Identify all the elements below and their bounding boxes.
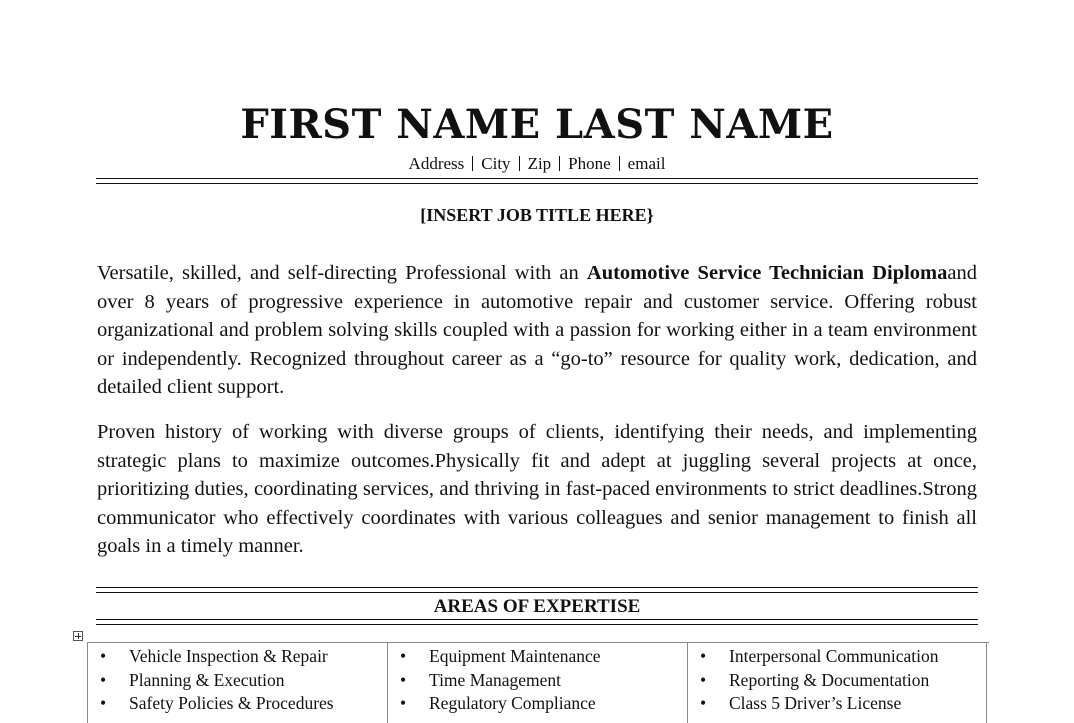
bullet-icon: • [700, 669, 707, 690]
section-divider-bottom [96, 619, 978, 625]
bullet-icon: • [700, 693, 707, 714]
bullet-icon: • [400, 646, 407, 666]
expertise-item [388, 669, 687, 693]
expertise-column [387, 643, 687, 723]
summary-emphasis: Automotive Service Technician Diploma [586, 262, 948, 284]
expertise-item-label: Class 5 Driver’s License [729, 693, 902, 714]
bullet-icon: • [400, 669, 407, 690]
expertise-item-label: Interpersonal Communication [729, 646, 939, 666]
expertise-item-label: Safety Policies & Procedures [129, 693, 334, 714]
contact-address: Address [408, 154, 465, 173]
summary-paragraph-1 [97, 259, 977, 402]
expertise-item-label: Regulatory Compliance [429, 693, 596, 714]
expertise-item [88, 645, 387, 669]
summary-text: Versatile, skilled, and self-directing Professional with an [97, 262, 587, 284]
expertise-item-label: Equipment Maintenance [429, 646, 601, 666]
expertise-column [687, 643, 987, 723]
header-divider [96, 178, 978, 184]
contact-email: email [627, 154, 666, 173]
contact-separator [559, 156, 560, 171]
contact-line [0, 153, 1074, 175]
expertise-column [87, 643, 387, 723]
expertise-item [688, 645, 986, 669]
contact-phone: Phone [568, 154, 611, 173]
bullet-icon: • [100, 646, 107, 666]
summary-paragraph-2: Proven history of working with diverse groups of clients, identifying their needs, and implementing strategic plans to maximize outcomes.Physically fit and adept at juggling several projects at once, prioritizing duties, coordinating services, and thriving in fast-paced environments to strict deadlines.Strong communicator who effectively coordinates with various colleagues and senior management to finish all goals in a timely manner. [97, 421, 977, 558]
contact-city: City [481, 154, 511, 173]
contact-separator [519, 156, 520, 171]
bullet-icon: • [700, 646, 707, 666]
bullet-icon: • [400, 693, 407, 714]
expertise-table [87, 642, 989, 723]
expertise-item-label: Planning & Execution [129, 669, 285, 690]
table-move-handle-icon[interactable] [73, 631, 83, 641]
summary-text: and over 8 years of progressive experience in automotive repair and customer service. Offering robust organizational and problem solving skills coupled with a passion for working either in a team environment or independently. Recognized throughout career as a “go-to” resource for quality work, dedication, and detailed client support. [97, 262, 977, 399]
job-title: [INSERT JOB TITLE HERE} [420, 205, 654, 225]
expertise-item-label: Vehicle Inspection & Repair [129, 646, 328, 666]
expertise-item-label: Reporting & Documentation [729, 669, 930, 690]
section-divider-top [96, 587, 978, 593]
bullet-icon: • [100, 693, 107, 714]
expertise-item [688, 669, 986, 693]
section-title-expertise: AREAS OF EXPERTISE [433, 596, 641, 617]
contact-separator [472, 156, 473, 171]
candidate-name: FIRST NAME LAST NAME [240, 101, 834, 148]
expertise-item [388, 645, 687, 669]
expertise-item-label: Time Management [429, 669, 562, 690]
contact-separator [619, 156, 620, 171]
contact-zip: Zip [527, 154, 552, 173]
expertise-item [88, 669, 387, 693]
bullet-icon: • [100, 669, 107, 690]
